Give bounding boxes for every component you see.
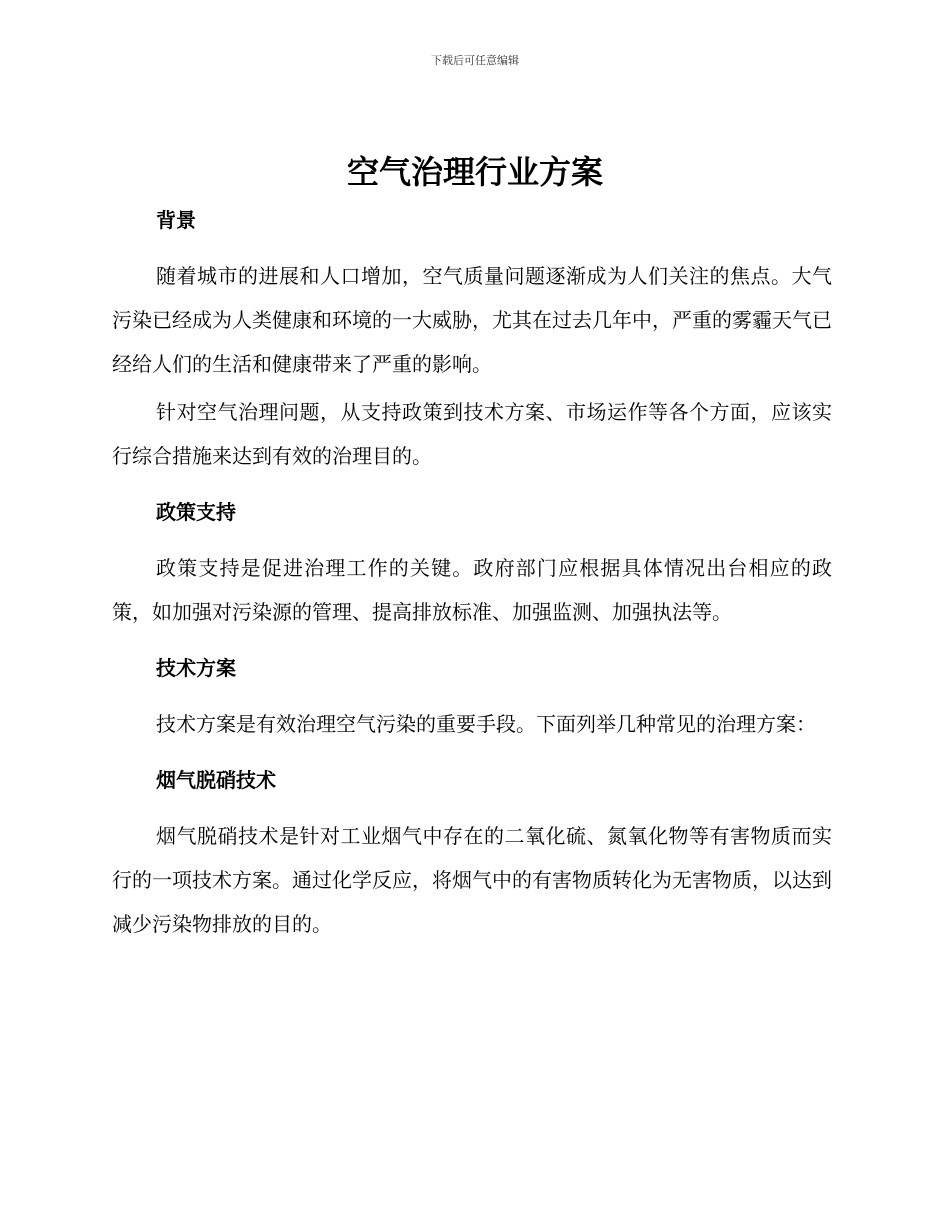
paragraph-background-1: 随着城市的进展和人口增加，空气质量问题逐渐成为人们关注的焦点。大气污染已经成为人类健康和环境的一大威胁，尤其在过去几年中，严重的雾霾天气已经给人们的生活和健康带来了严重的影响。 [112, 264, 832, 376]
section-heading-policy-support: 政策支持 [156, 500, 236, 524]
section-heading-flue-gas-denitration: 烟气脱硝技术 [156, 768, 276, 792]
paragraph-flue-gas-denitration: 烟气脱硝技术是针对工业烟气中存在的二氧化硫、氮氧化物等有害物质而实行的一项技术方案。通过化学反应，将烟气中的有害物质转化为无害物质，以达到减少污染物排放的目的。 [112, 824, 832, 936]
paragraph-policy-support: 政策支持是促进治理工作的关键。政府部门应根据具体情况出台相应的政策，如加强对污染源的管理、提高排放标准、加强监测、加强执法等。 [112, 556, 832, 624]
section-heading-technical-solution: 技术方案 [156, 656, 236, 680]
section-heading-background: 背景 [156, 208, 196, 232]
page-header-note: 下载后可任意编辑 [431, 54, 519, 67]
paragraph-technical-solution: 技术方案是有效治理空气污染的重要手段。下面列举几种常见的治理方案： [156, 712, 816, 736]
paragraph-background-2: 针对空气治理问题，从支持政策到技术方案、市场运作等各个方面，应该实行综合措施来达到有效的治理目的。 [112, 400, 832, 468]
document-body [112, 200, 832, 950]
document-title: 空气治理行业方案 [346, 153, 603, 191]
